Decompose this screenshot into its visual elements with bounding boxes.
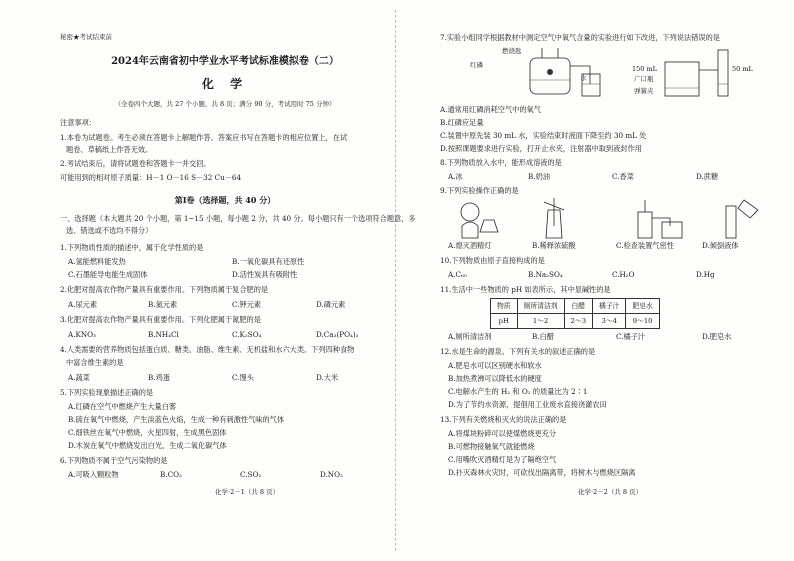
- q7-label-water: 水: [580, 74, 587, 82]
- q6-stem: 6.下列物质不属于空气污染物的是: [60, 456, 168, 465]
- q4-option-d: D.大米: [316, 373, 339, 382]
- atomic-mass: 可能用到的相对原子质量：H－1 O－16 S－32 Cu－64: [60, 173, 242, 182]
- q12-option-d: D.为了节约水资源，提倡用工业废水直接浇灌农田: [448, 400, 607, 409]
- q4-option-b: B.鸡蛋: [148, 373, 170, 382]
- table-header-cell: 橘子汁: [593, 299, 626, 314]
- q1-option-a: A.氢能燃料能发热: [68, 257, 126, 266]
- q7-option-a: A.通常用红磷消耗空气中的氧气: [440, 105, 541, 114]
- footer-left: 化学·2－1（共 8 页）: [215, 488, 280, 496]
- q11-option-d: D.肥皂水: [702, 332, 732, 341]
- q3-option-a: A.KNO₃: [68, 330, 96, 339]
- q8-option-b: B.奶油: [528, 172, 550, 181]
- q7-label-clamp: 弹簧夹: [634, 87, 654, 95]
- confidential-mark: 秘密★考试结束前: [60, 33, 112, 41]
- q3-option-b: B.NH₄Cl: [148, 330, 179, 339]
- table-header-cell: 物质: [491, 299, 518, 314]
- q10-option-d: D.Hg: [696, 270, 715, 279]
- q1-option-b: B.一氧化碳具有还原性: [232, 257, 305, 266]
- q6-option-c: C.SO₂: [240, 470, 262, 479]
- q10-option-b: B.Na₂SO₄: [528, 270, 563, 279]
- q7-stem: 7.实验小组同学根据教材中测定空气中氧气含量的实验进行如下改进，下列说法错误的是: [440, 33, 720, 42]
- q8-option-d: D.蔗糖: [696, 172, 719, 181]
- q4-stem-cont: 中富含维生素的是: [66, 358, 124, 367]
- q10-stem: 10.下列物质由原子直接构成的是: [440, 256, 545, 265]
- q4-stem: 4.人类需要的营养物质包括蛋白质、糖类、油脂、维生素、无机盐和水六大类。下列四种食物: [60, 345, 355, 354]
- subject-title: 化 学: [201, 77, 249, 91]
- q9-stem: 9.下列实验操作正确的是: [440, 186, 519, 195]
- q11-option-b: B.白醋: [532, 332, 554, 341]
- q3-option-d: D.Ca₃(PO₄)₂: [316, 330, 359, 339]
- q6-option-a: A.可吸入颗粒物: [68, 470, 119, 479]
- table-header-cell: 白醋: [564, 299, 592, 314]
- q13-option-d: D.扑灭森林火灾时，可砍伐出隔离带，将树木与燃烧区隔离: [448, 468, 636, 477]
- q2-option-d: D.磷元素: [316, 300, 346, 309]
- table-cell: 2～3: [564, 314, 592, 329]
- q7-label-bottle: 广口瓶: [634, 75, 654, 83]
- q3-option-c: C.K₂SO₄: [232, 330, 262, 339]
- part1-intro: 一、选择题（本大题共 20 个小题，第 1~15 小题，每小题 2 分，共 40 分。每小题只有一个选项符合题意，多: [60, 214, 416, 223]
- q13-option-b: B.可燃物接触氧气就能燃烧: [448, 442, 535, 451]
- q6-option-d: D.NO₂: [320, 470, 343, 479]
- q13-option-c: C.用嘴吹灭酒精灯是为了隔绝空气: [448, 455, 557, 464]
- q10-option-c: C.H₂O: [612, 270, 635, 279]
- notes-heading: 注意事项：: [60, 118, 96, 127]
- q9-option-c: C.检查装置气密性: [616, 241, 674, 250]
- q7-option-d: D.按照课题要求进行实验，打开止水夹，注射器中取到液封作用: [440, 144, 642, 153]
- q2-option-b: B.氮元素: [148, 300, 178, 309]
- q11-option-c: C.橘子汁: [616, 332, 646, 341]
- fold-line: [395, 10, 396, 551]
- q7-label-spoon: 燃烧匙: [502, 47, 522, 55]
- q2-option-c: C.钾元素: [232, 300, 262, 309]
- table-cell: 3～4: [593, 314, 626, 329]
- q13-option-a: A.将煤块粉碎可以使煤燃烧更充分: [448, 429, 557, 438]
- q6-option-b: B.CO₂: [160, 470, 182, 479]
- q5-option-c: C.细铁丝在氧气中燃烧，火星四射，生成黑色固体: [68, 428, 227, 437]
- table-header-cell: 厕所清洁剂: [517, 299, 564, 314]
- q9-operation-figures: [448, 196, 778, 240]
- q5-option-b: B.硫在氧气中燃烧，产生淡蓝色火焰，生成一种有刺激性气味的气体: [68, 415, 285, 424]
- table-cell: pH: [491, 314, 518, 329]
- table-cell: 9～10: [626, 314, 659, 329]
- q8-stem: 8.下列物质放入水中，能形成溶液的是: [440, 158, 562, 167]
- exam-info: （全卷四个大题，共 27 个小题，共 8 页；满分 90 分，考试用时 75 分钟）: [114, 100, 336, 108]
- q8-option-a: A.冰: [448, 172, 463, 181]
- q13-stem: 13.下列有关燃烧和灭火的说法正确的是: [440, 415, 567, 424]
- footer-right: 化学·2－2（共 8 页）: [578, 488, 643, 496]
- table-header-cell: 肥皂水: [626, 299, 659, 314]
- q10-option-a: A.C₆₀: [448, 270, 467, 279]
- q4-option-c: C.馒头: [232, 373, 254, 382]
- exam-title: 2024年云南省初中学业水平考试标准模拟卷（二）: [111, 56, 339, 67]
- q7-label-150ml: 150 mL: [632, 65, 657, 73]
- q12-option-c: C.电解水产生的 H₂ 和 O₂ 的质量比为 2∶1: [448, 387, 588, 396]
- q5-stem: 5.下列实验现象描述正确的是: [60, 388, 154, 397]
- q11-stem: 11.生活中一些物质的 pH 如表所示，其中显碱性的是: [440, 285, 611, 294]
- q1-option-c: C.石墨能导电能生成固体: [68, 270, 148, 279]
- q7-option-b: B.红磷应足量: [440, 118, 484, 127]
- table-row: [491, 299, 660, 314]
- q7-label-50ml: 50 mL: [732, 65, 753, 73]
- q12-option-b: B.加热煮沸可以降低水的硬度: [448, 374, 542, 383]
- note-1-cont: 题卷、草稿纸上作答无效。: [66, 145, 153, 154]
- table-cell: 1～2: [517, 314, 564, 329]
- q1-stem: 1.下列物质性质的描述中，属于化学性质的是: [60, 243, 204, 252]
- q9-option-a: A.熄灭酒精灯: [448, 241, 492, 250]
- q5-option-d: D.木炭在氧气中燃烧发出白光，生成二氧化碳气体: [68, 441, 227, 450]
- q12-option-a: A.肥皂水可以区别硬水和软水: [448, 361, 542, 370]
- q11-ph-table: [490, 298, 660, 329]
- note-2: 2.考试结束后，请将试题卷和答题卡一并交回。: [60, 159, 211, 168]
- part1-intro-cont: 选、错选或不选均不得分）: [66, 226, 153, 235]
- q3-stem: 3.化肥对提高农作物产量具有重要作用。下列化肥属于氮肥的是: [60, 315, 261, 324]
- q8-option-c: C.香菜: [612, 172, 634, 181]
- q5-option-a: A.红磷在空气中燃烧产生大量白雾: [68, 402, 177, 411]
- q2-stem: 2.化肥对提高农作物产量具有重要作用。下列物质属于复合肥的是: [60, 285, 269, 294]
- part1-heading: 第Ⅰ卷（选择题，共 40 分）: [174, 195, 276, 205]
- q1-option-d: D.活性炭具有吸附性: [232, 270, 298, 279]
- table-row: [491, 314, 660, 329]
- q9-option-b: B.稀释浓硫酸: [532, 241, 576, 250]
- q7-label-phosphorus: 红磷: [470, 61, 483, 69]
- q7-option-c: C.装置中原先装 30 mL 水，实验结束时液面下降至约 30 mL 处: [440, 131, 647, 140]
- q12-stem: 12.水是生命的源泉。下列有关水的叙述正确的是: [440, 347, 596, 356]
- note-1: 1.本卷为试题卷。考生必须在答题卡上解题作答。答案应书写在答题卡的相应位置上，在试: [60, 133, 348, 142]
- q2-option-a: A.尿元素: [68, 300, 98, 309]
- q9-option-d: D.倾倒液体: [702, 241, 739, 250]
- q4-option-a: A.蔬菜: [68, 373, 90, 382]
- q11-option-a: A.厕所清洁剂: [448, 332, 492, 341]
